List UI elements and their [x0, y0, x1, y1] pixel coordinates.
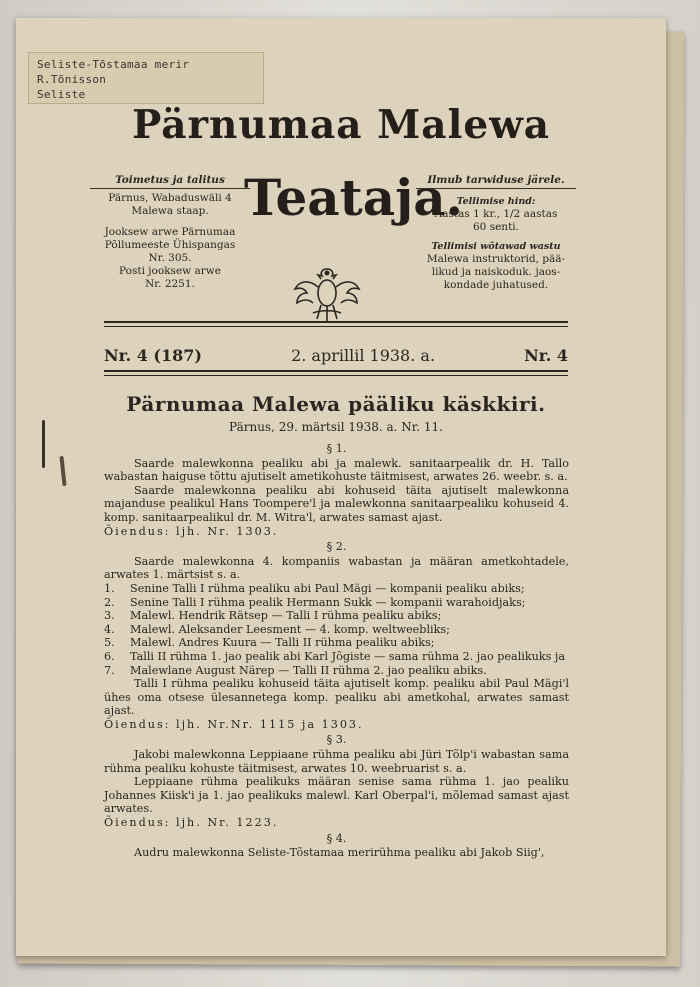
paragraph: Saarde malewkonna pealiku abi ja malewk. sanitaarpealik dr. H. Tallo wabastan haiguse tõttu ajutiselt ametikohuste täitmisest, arwates 26. weebr. s. a.	[104, 456, 569, 484]
paragraph: Audru malewkonna Seliste-Tõstamaa merirühma pealiku abi Jakob Siig',	[134, 846, 545, 860]
list-item: 6. Talli II rühma 1. jao pealik abi Karl Jõgiste — sama rühma 2. jao pealikuks ja	[104, 649, 566, 663]
article-dateline: Pärnus, 29. märtsil 1938. a. Nr. 11.	[229, 420, 443, 434]
section-heading: § 4.	[326, 831, 347, 845]
publisher-info	[90, 174, 250, 291]
subscription-info	[416, 174, 576, 292]
stamp-line-1: Seliste-Tõstamaa merir	[37, 58, 190, 71]
issue-line	[104, 346, 568, 365]
post-line-2: Nr. 2251.	[145, 278, 195, 290]
price-heading: Tellimise hind:	[456, 196, 536, 207]
eagle-emblem-icon	[291, 263, 363, 325]
list-item: 2. Senine Talli I rühma pealik Hermann Sukk — kompanii warahoidjaks;	[104, 595, 526, 609]
rule-bottom-thin	[104, 375, 568, 376]
frequency-heading: Ilmub tarwiduse järele.	[416, 174, 576, 189]
paragraph: Saarde malewkonna pealiku abi kohuseid täita ajutiselt malewkonna majanduse pealikul Hans Toompere'l ja malewkonna sanitaarpealiku kohuseid 4. komp. sanitaarpealikul dr. M. Witra'l, arwates samast ajast.	[104, 483, 569, 524]
list-item: 5. Malewl. Andres Kuura — Talli II rühma pealiku abiks;	[104, 636, 435, 650]
orders-heading: Tellimisi wõtawad wastu	[431, 241, 561, 252]
orders-line-1: Malewa instruktorid, pää-	[426, 253, 566, 265]
price-line-1: Aastas 1 kr., 1/2 aastas	[434, 208, 558, 220]
newspaper-page	[16, 18, 666, 956]
section-heading: § 2.	[326, 540, 347, 554]
article-headline: Pärnumaa Malewa pääliku käskkiri.	[126, 392, 546, 416]
orders-line-2: likud ja naiskoduk. jaos-	[431, 266, 561, 278]
address-stamp	[28, 52, 264, 104]
list-item: 1. Senine Talli I rühma pealiku abi Paul Mägi — kompanii pealiku abiks;	[104, 581, 525, 595]
section-heading: § 1.	[326, 442, 347, 455]
account-line-2: Põllumeeste Ühispangas	[104, 239, 236, 251]
reference-line: Õiendus: ljh. Nr.Nr. 1115 ja 1303.	[104, 717, 364, 731]
account-line-1: Jooksew arwe Pärnumaa	[104, 226, 236, 238]
reference-line: Õiendus: ljh. Nr. 1223.	[104, 816, 279, 830]
rule-top-thin	[104, 326, 568, 327]
stamp-line-2: R.Tõnisson	[37, 73, 107, 86]
paragraph: Jakobi malewkonna Leppiaane rühma pealiku abi Jüri Tõlp'i wabastan sama rühma pealiku kohuste täitmisest, arwates 10. weebruarist s. a.	[104, 748, 569, 775]
masthead-title: Pärnumaa Malewa	[131, 102, 551, 148]
article-body	[104, 440, 569, 860]
paragraph: Talli I rühma pealiku kohuseid täita ajutiselt komp. pealiku abil Paul Mägi'l ühes oma otsese ülesannetega komp. pealiku abi ametkohal, arwates samast ajast.	[104, 677, 569, 718]
list-item: 3. Malewl. Hendrik Rätsep — Talli I rühma pealiku abiks;	[104, 609, 442, 623]
rule-bottom	[104, 370, 568, 372]
issue-number-right: Nr. 4	[524, 346, 568, 365]
price-line-2: 60 senti.	[473, 221, 519, 233]
masthead-subtitle: Teataja.	[244, 168, 464, 227]
paragraph: Saarde malewkonna 4. kompaniis wabastan ja määran ametkohtadele, arwates 1. märtsist s. a.	[104, 554, 569, 582]
list-item: 7. Malewlane August Närep — Talli II rühma 2. jao pealiku abiks.	[104, 663, 487, 677]
stamp-line-3: Seliste	[37, 88, 86, 101]
issue-date: 2. aprillil 1938. a.	[291, 346, 436, 365]
account-line-3: Nr. 305.	[148, 252, 192, 264]
post-line-1: Posti jooksew arwe	[119, 265, 221, 277]
publisher-address: Pärnus, Wabaduswäli 4	[108, 192, 232, 204]
section-heading: § 3.	[326, 733, 347, 747]
issue-number-left: Nr. 4 (187)	[104, 346, 202, 365]
paragraph: Leppiaane rühma pealikuks määran senise sama rühma 1. jao pealiku Johannes Kiisk'i ja 1. jao pealikuks malewl. Karl Oberpal'i, mõlemad samast ajast arwates.	[104, 775, 569, 816]
rule-top	[104, 321, 568, 323]
list-item: 4. Malewl. Aleksander Leesment — 4. komp. weltweebliks;	[104, 622, 450, 636]
reference-line: Õiendus: ljh. Nr. 1303.	[104, 524, 279, 538]
orders-line-3: kondade juhatused.	[443, 279, 549, 291]
pencil-mark	[59, 456, 66, 486]
pencil-mark	[42, 420, 45, 468]
publisher-heading: Toimetus ja talitus	[90, 174, 250, 189]
appointment-list	[104, 582, 569, 677]
publisher-address-2: Malewa staap.	[131, 205, 209, 217]
